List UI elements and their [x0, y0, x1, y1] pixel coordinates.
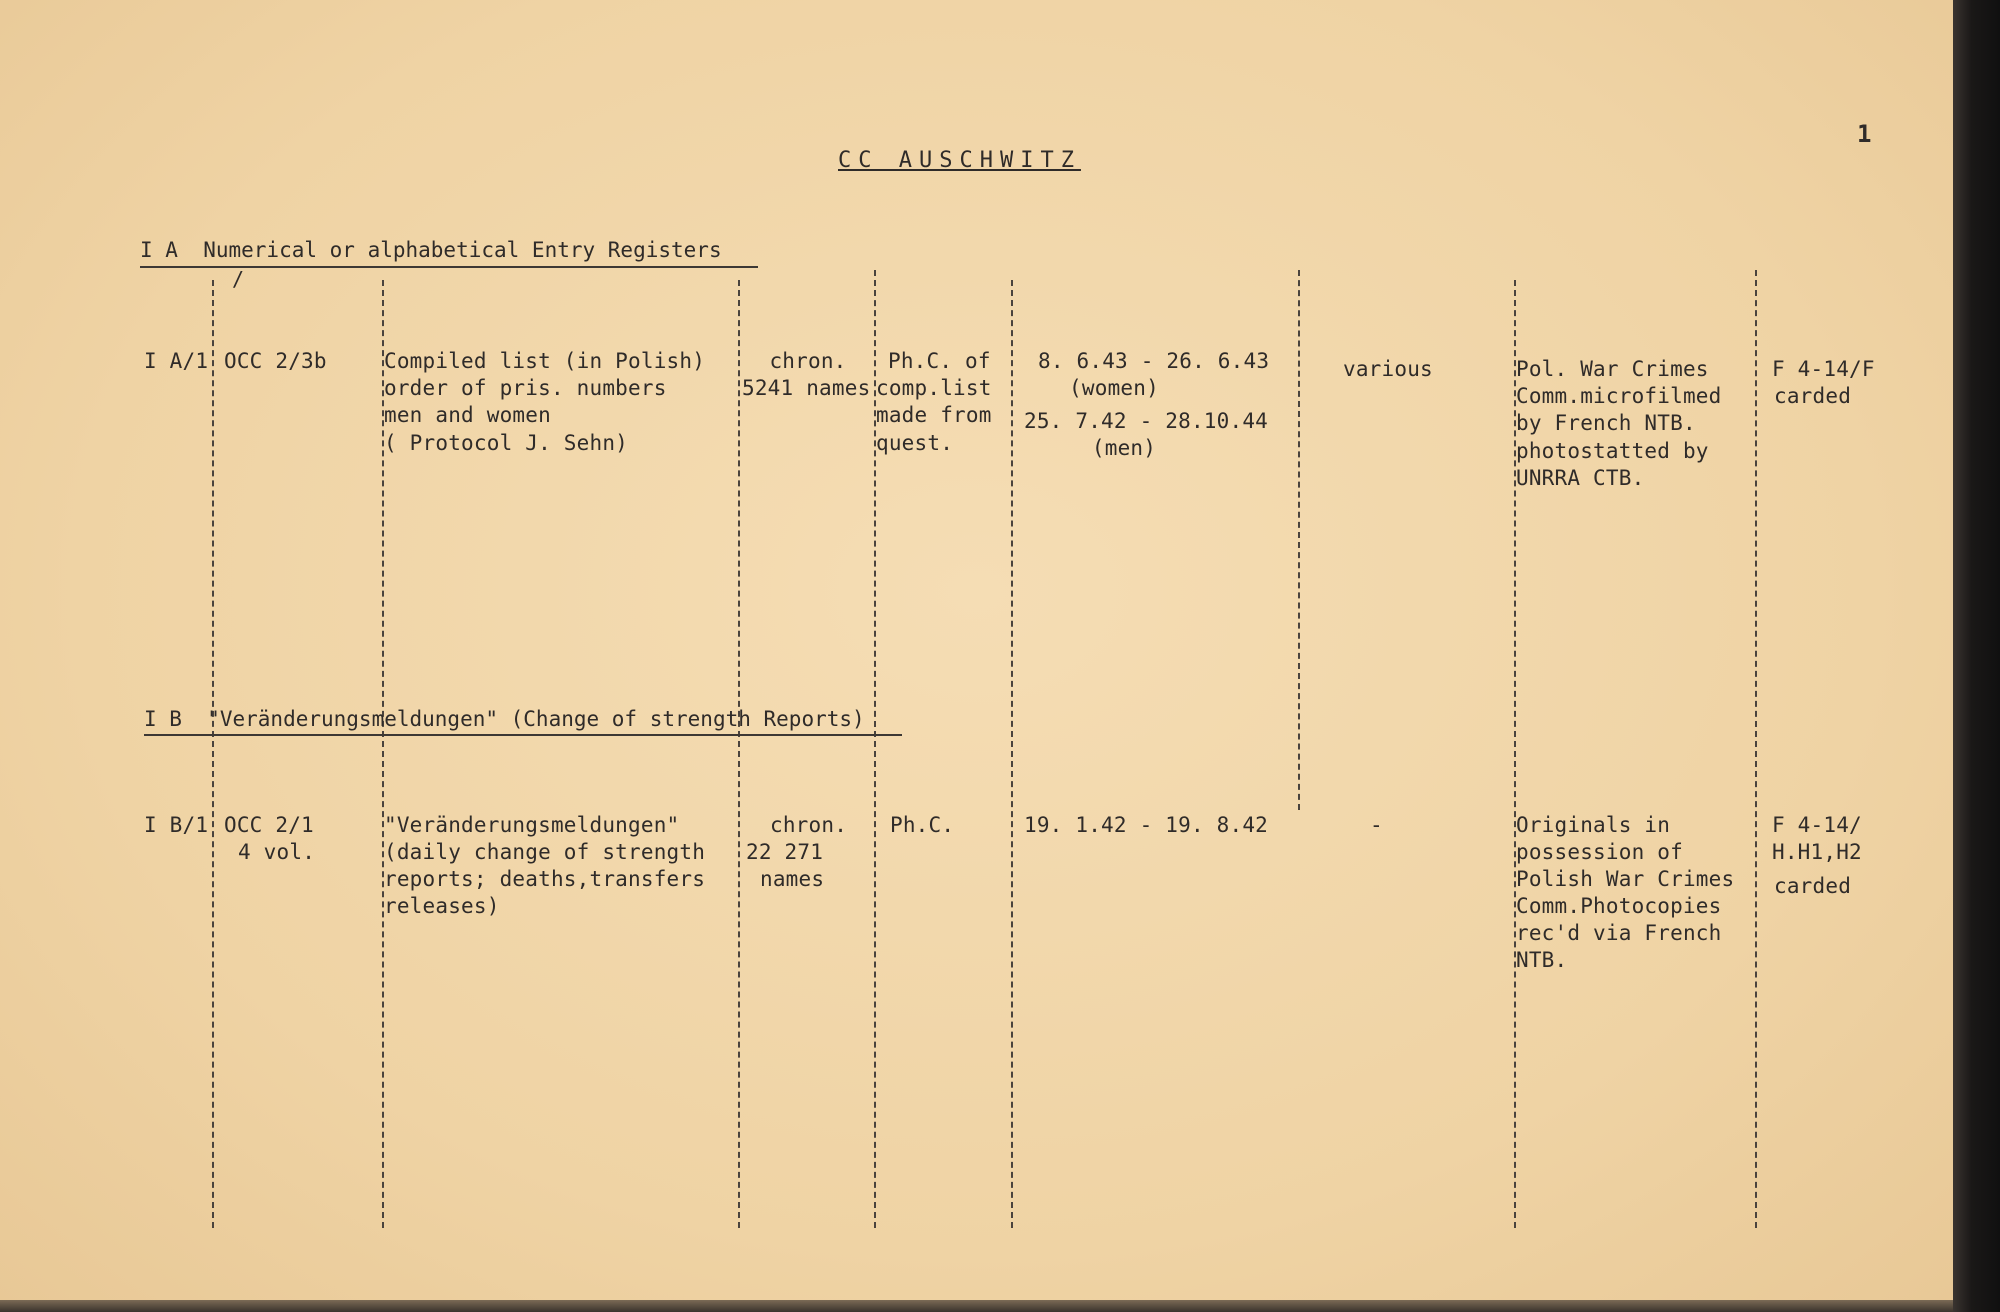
file-reference: F 4-14/ — [1772, 813, 1862, 837]
names-count: 5241 names — [742, 376, 871, 400]
description-line: men and women — [384, 403, 551, 427]
section-b-underline — [144, 734, 902, 736]
origin: - — [1370, 813, 1383, 837]
source-line: UNRRA CTB. — [1516, 466, 1645, 490]
date-range: 8. 6.43 - 26. 6.43 — [1038, 349, 1270, 373]
occ-number: OCC 2/1 — [224, 813, 314, 837]
source-line: by French NTB. — [1516, 411, 1696, 435]
source-line: Polish War Crimes — [1516, 867, 1735, 891]
document-type: Ph.C. — [890, 813, 955, 837]
description-line: reports; deaths,transfers — [384, 867, 706, 891]
origin: various — [1343, 357, 1433, 381]
tick-mark: / — [232, 267, 245, 291]
column-rule — [738, 280, 740, 1228]
file-reference: H.H1,H2 — [1772, 840, 1862, 864]
card-status: carded — [1774, 384, 1852, 408]
arrangement: chron. — [770, 813, 848, 837]
scan-border-bottom — [0, 1300, 1953, 1312]
section-b-heading: I B "Veränderungsmeldungen" (Change of strength Reports) — [144, 707, 865, 731]
date-note: (women) — [1069, 376, 1159, 400]
entry-ref: I B/1 — [144, 813, 209, 837]
source-line: Originals in — [1516, 813, 1671, 837]
document-type: Ph.C. of — [888, 349, 991, 373]
source-line: photostatted by — [1516, 439, 1709, 463]
description-line: Compiled list (in Polish) — [384, 349, 706, 373]
column-rule — [1298, 270, 1300, 810]
description-line: (daily change of strength — [384, 840, 706, 864]
names-label: names — [760, 867, 825, 891]
column-rule — [1755, 270, 1757, 1228]
description-line: ( Protocol J. Sehn) — [384, 431, 629, 455]
column-rule — [1011, 280, 1013, 1228]
description-line: releases) — [384, 894, 500, 918]
names-count: 22 271 — [746, 840, 824, 864]
volume-count: 4 vol. — [238, 840, 316, 864]
document-type: quest. — [876, 431, 954, 455]
file-reference: F 4-14/F — [1772, 357, 1875, 381]
source-line: possession of — [1516, 840, 1683, 864]
column-rule — [212, 280, 214, 1228]
source-line: Comm.microfilmed — [1516, 384, 1722, 408]
date-range: 25. 7.42 - 28.10.44 — [1024, 409, 1269, 433]
date-note: (men) — [1091, 436, 1157, 460]
description-line: "Veränderungsmeldungen" — [384, 813, 680, 837]
occ-number: OCC 2/3b — [224, 349, 327, 373]
source-line: NTB. — [1516, 948, 1568, 972]
description-line: order of pris. numbers — [384, 376, 667, 400]
arrangement: chron. — [769, 349, 847, 373]
page-title: CC AUSCHWITZ — [838, 148, 1081, 173]
page-number: 1 — [1857, 120, 1872, 148]
date-range: 19. 1.42 - 19. 8.42 — [1024, 813, 1269, 837]
source-line: Comm.Photocopies — [1516, 894, 1722, 918]
section-a-heading: I A Numerical or alphabetical Entry Registers — [140, 238, 722, 262]
source-line: rec'd via French — [1516, 921, 1722, 945]
document-type: comp.list — [876, 376, 992, 400]
document-type: made from — [876, 403, 992, 427]
entry-ref: I A/1 — [144, 349, 209, 373]
source-line: Pol. War Crimes — [1516, 357, 1709, 381]
scan-border-right — [1953, 0, 2000, 1312]
card-status: carded — [1774, 874, 1852, 898]
